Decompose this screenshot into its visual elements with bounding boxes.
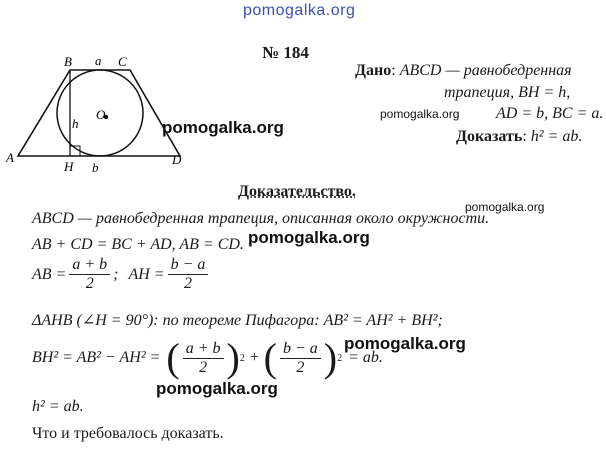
given-text-3: AD = b, BC = a. — [496, 105, 604, 122]
watermark: pomogalka.org — [248, 228, 370, 247]
fraction-ab — [69, 256, 110, 293]
proof-line-3 — [32, 256, 211, 293]
frac-num: b − a — [280, 340, 321, 359]
watermark: pomogalka.org — [344, 334, 466, 353]
watermark: pomogalka.org — [162, 118, 284, 137]
proof-line-4: ΔAHB (∠H = 90°): по теореме Пифагора: AB² = AH² + BH²; — [32, 312, 443, 329]
frac-num: b − a — [168, 256, 209, 275]
watermark-top: pomogalka.org — [243, 2, 356, 19]
proof-line-5 — [32, 335, 383, 380]
given-label: Дано — [355, 62, 392, 79]
given-line-1: Дано: ABCD — равнобедренная — [355, 62, 572, 79]
frac-den: 2 — [183, 275, 192, 292]
frac-den: 2 — [199, 358, 208, 376]
frac-den: 2 — [85, 275, 94, 292]
given-text-1: ABCD — равнобедренная — [399, 62, 572, 79]
watermark-small: pomogalka.org — [380, 107, 460, 121]
problem-number: № 184 — [262, 43, 309, 62]
fraction-ah — [168, 256, 209, 293]
proof-line-1: ABCD — равнобедренная трапеция, описанная около окружности. — [32, 210, 490, 227]
trapezoid-figure — [0, 50, 200, 180]
prove-line: Доказать: h² = ab. — [456, 128, 583, 145]
label-O: O — [96, 107, 106, 122]
given-text-2: трапеция, BH = h, — [444, 84, 571, 101]
frac-den: 2 — [296, 358, 305, 376]
prove-expr: h² = ab. — [530, 128, 583, 145]
label-C: C — [118, 54, 127, 69]
bh-lhs: BH² = AB² − AH² = — [32, 349, 161, 366]
given-line-3 — [496, 105, 603, 123]
ab-lhs: AB = — [32, 265, 67, 283]
label-b: b — [92, 160, 99, 175]
given-line-2 — [444, 84, 570, 102]
prove-label: Доказать — [456, 128, 523, 145]
label-H: H — [64, 159, 74, 174]
proof-title: Доказательство. — [238, 183, 356, 200]
frac-num: a + b — [183, 340, 224, 359]
label-B: B — [64, 54, 72, 69]
proof-line-2: AB + CD = BC + AD, AB = CD. — [32, 236, 244, 253]
paren-group-2: ( $\frac{b - a}{2}$ ) 2 — [263, 335, 343, 380]
ah-lhs: AH = — [128, 265, 165, 283]
label-A: A — [6, 150, 14, 165]
proof-conclusion: Что и требовалось доказать. — [32, 425, 224, 442]
paren-group-1: ( $\frac{a + b}{2}$ ) 2 — [166, 335, 245, 380]
square-exp: 2 — [337, 352, 343, 364]
separator: ; — [113, 265, 119, 283]
bh-rhs: = ab. — [348, 349, 383, 366]
plus-sign: + — [248, 349, 260, 366]
square-exp: 2 — [239, 352, 245, 364]
frac-num: a + b — [69, 256, 110, 275]
watermark-small: pomogalka.org — [465, 200, 545, 214]
watermark: pomogalka.org — [156, 379, 278, 398]
proof-line-6: h² = ab. — [32, 398, 84, 415]
label-D: D — [172, 152, 182, 167]
label-a: a — [95, 53, 102, 68]
label-h: h — [72, 116, 79, 131]
